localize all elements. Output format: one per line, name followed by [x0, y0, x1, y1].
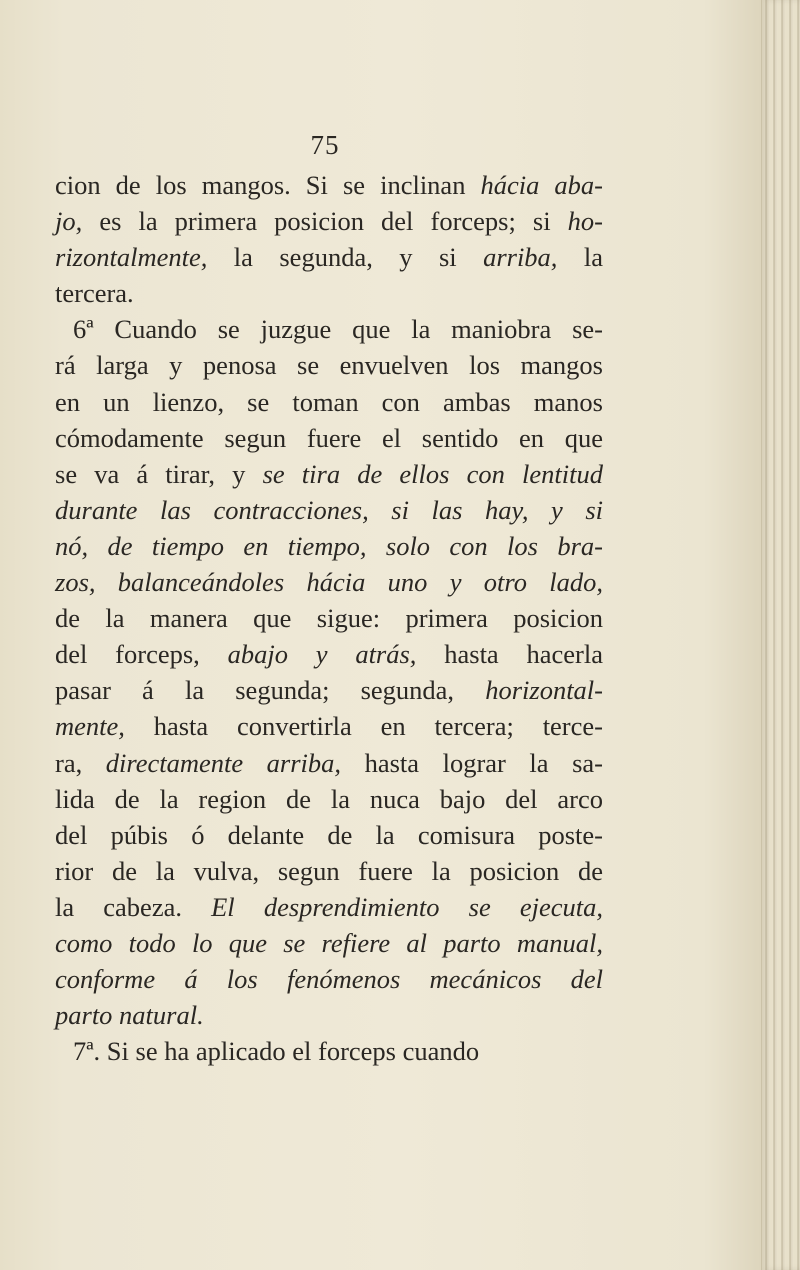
text-line: [55, 167, 603, 203]
text-line: [55, 745, 603, 781]
text-line: [55, 925, 603, 961]
roman-text: la cabeza.: [55, 891, 212, 922]
italic-text: directamente arriba,: [105, 747, 342, 778]
roman-text: lida de la region de la nuca bajo del arco: [55, 783, 603, 814]
text-line: [55, 275, 603, 311]
text-line: [55, 853, 603, 889]
text-line: [55, 203, 603, 239]
italic-text: jo,: [55, 206, 83, 237]
roman-text: la: [557, 242, 603, 273]
italic-text: como todo lo que se refiere al parto manual,: [55, 927, 603, 958]
italic-text: se tira de ellos con lentitud: [262, 458, 603, 489]
roman-text: cion de los mangos. Si se inclinan: [55, 170, 481, 200]
text-line: [55, 997, 603, 1033]
text-line: [55, 564, 603, 600]
roman-text: en un lienzo, se toman con ambas manos: [55, 386, 603, 417]
text-line: [55, 889, 603, 925]
italic-text: nó, de tiempo en tiempo, solo con los bra-: [55, 530, 603, 561]
italic-text: zos, balanceándoles hácia uno y otro lado,: [55, 567, 603, 598]
roman-text: es la primera posicion del forceps; si: [82, 206, 568, 237]
italic-text: parto natural.: [55, 1000, 204, 1031]
italic-text: arriba,: [483, 242, 558, 273]
text-line: [55, 528, 603, 564]
text-line: [55, 961, 603, 997]
roman-text: cómodamente segun fuere el sentido en que: [55, 422, 603, 453]
roman-text: del forceps,: [55, 639, 228, 670]
text-line: [55, 781, 603, 817]
text-line: [55, 456, 603, 492]
italic-text: mente,: [55, 711, 125, 742]
page-number: 75: [310, 130, 340, 160]
text-line: [55, 817, 603, 853]
italic-text: El desprendimiento se ejecuta,: [211, 891, 603, 922]
italic-text: hácia aba-: [480, 170, 603, 200]
roman-text: rior de la vulva, segun fuere la posicion de: [55, 855, 603, 886]
text-line: [55, 708, 603, 744]
roman-text: la segunda, y si: [207, 242, 484, 273]
text-line: [55, 239, 603, 275]
roman-text: ra,: [55, 747, 106, 778]
text-line: [55, 600, 603, 636]
text-line: [55, 420, 603, 456]
body-text: [55, 167, 603, 1069]
roman-text: hasta convertirla en tercera; terce-: [124, 711, 603, 742]
text-line: [55, 311, 603, 347]
page-edge: [761, 0, 800, 1270]
roman-text: pasar á la segunda; segunda,: [55, 675, 486, 706]
text-line: [55, 672, 603, 708]
roman-text: rá larga y penosa se envuelven los mangos: [55, 350, 603, 381]
italic-text: durante las contracciones, si las hay, y si: [55, 494, 603, 525]
italic-text: abajo y atrás,: [227, 639, 417, 670]
roman-text: de la manera que sigue: primera posicion: [55, 603, 603, 634]
roman-text: se va á tirar, y: [55, 458, 263, 489]
roman-text: del púbis ó delante de la comisura poste-: [55, 819, 603, 850]
text-line: [55, 636, 603, 672]
text-line: [55, 1033, 603, 1069]
roman-text: hasta hacerla: [416, 639, 603, 670]
roman-text: hasta lograr la sa-: [341, 747, 604, 778]
roman-text: 7ª. Si se ha aplicado el forceps cuando: [73, 1036, 480, 1067]
roman-text: 6ª Cuando se juzgue que la maniobra se-: [73, 314, 603, 345]
text-line: [55, 492, 603, 528]
text-line: [55, 384, 603, 420]
italic-text: ho-: [567, 206, 603, 237]
italic-text: conforme á los fenómenos mecánicos del: [55, 964, 603, 995]
text-line: [55, 347, 603, 383]
italic-text: horizontal-: [485, 675, 603, 706]
italic-text: rizontalmente,: [55, 242, 208, 273]
roman-text: tercera.: [55, 278, 134, 309]
